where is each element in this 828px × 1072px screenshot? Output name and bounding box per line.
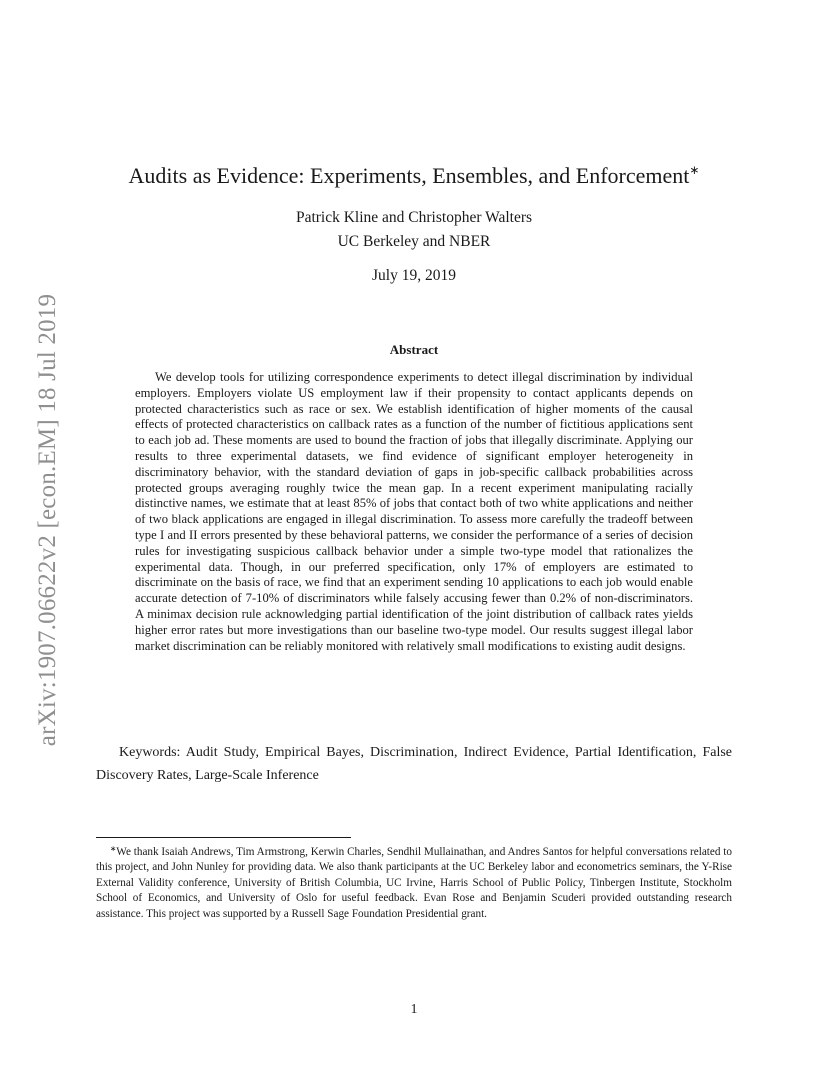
abstract-heading: Abstract	[389, 342, 439, 357]
keywords-paragraph: Keywords: Audit Study, Empirical Bayes, Discrimination, Indirect Evidence, Partial Identification, False Discovery Rates, Large-Scale Inference	[96, 745, 732, 783]
footnote-marker: ∗	[110, 844, 117, 853]
abstract-body: We develop tools for utilizing correspondence experiments to detect illegal discrimination by individual employers. Employers violate US employment law if their propensity to contact applicants depends on protected characteristics such as race or sex. We establish identification of higher moments of the causal effects of protected characteristics on callback rates as a function of the number of fictitious applications sent to each job ad. These moments are used to bound the fraction of jobs that illegally discriminate. Applying our results to three experimental datasets, we find evidence of significant employer heterogeneity in discriminatory behavior, with the standard deviation of gaps in job-specific callback probabilities across protected groups averaging roughly twice the mean gap. In a recent experiment manipulating racially distinctive names, we estimate that at least 85% of jobs that contact both of two white applications and neither of two black applications are engaged in illegal discrimination. To assess more carefully the tradeoff between type I and II errors presented by these behavioral patterns, we consider the performance of a series of decision rules for investigating suspicious callback behavior under a simple two-type model that rationalizes the experimental data. Though, in our preferred specification, only 17% of employers are estimated to discriminate on the basis of race, we find that an experiment sending 10 applications to each job would enable accurate detection of 7-10% of discriminators while falsely accusing fewer than 0.2% of non-discriminators. A minimax decision rule acknowledging partial identification of the joint distribution of callback rates yields higher error rates but more investigations than our baseline two-type model. Our results suggest illegal labor market discrimination can be reliably monitored with relatively small modifications to existing audit designs.	[135, 370, 693, 653]
paper-affiliation: UC Berkeley and NBER	[337, 233, 491, 250]
page-number: 1	[410, 1002, 418, 1017]
paper-authors: Patrick Kline and Christopher Walters	[295, 209, 533, 226]
title-footnote	[96, 841, 732, 922]
paper-date: July 19, 2019	[372, 267, 456, 284]
title-footnote-marker: ∗	[689, 163, 700, 177]
paper-title-text: Audits as Evidence: Experiments, Ensembles, and Enforcement	[128, 163, 690, 188]
footnote-text: We thank Isaiah Andrews, Tim Armstrong, Kerwin Charles, Sendhil Mullainathan, and Andres Santos for helpful conversations related to this project, and John Nunley for providing data. We also thank participants at the UC Berkeley labor and econometrics seminars, the Y-Rise External Validity conference, University of British Columbia, UC Irvine, Harris School of Public Policy, Tinbergen Institute, Stockholm School of Economics, and University of Oslo for useful feedback. Evan Rose and Benjamin Scuderi provided outstanding research assistance. This project was supported by a Russell Sage Foundation Presidential grant.	[96, 846, 732, 920]
footnote-divider	[96, 837, 351, 838]
arxiv-identifier-stamp: arXiv:1907.06622v2 [econ.EM] 18 Jul 2019	[34, 293, 61, 747]
paper-title	[96, 156, 732, 190]
